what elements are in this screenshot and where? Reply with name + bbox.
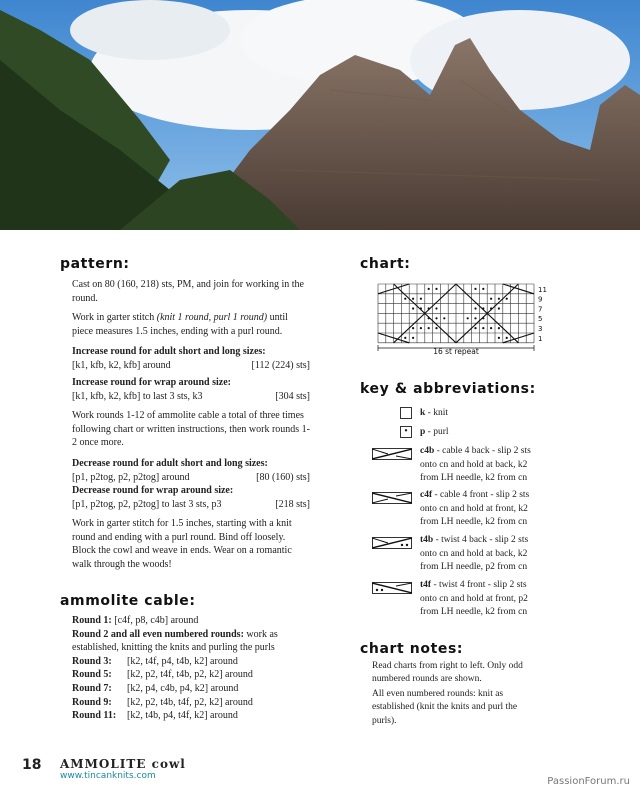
key-c4f-k: c4f — [420, 490, 433, 500]
key-purl — [400, 426, 449, 440]
round5-text: [k2, p2, t4f, t4b, p2, k2] around — [127, 669, 253, 681]
chart-row-number: 5 — [538, 315, 543, 324]
purl-dot — [474, 317, 476, 319]
key-c4f-d: - cable 4 front - slip 2 sts onto cn and hold at front, k2 from LH needle, k2 from cn — [420, 490, 530, 528]
purl-dot — [490, 298, 492, 300]
page-number: 18 — [22, 757, 42, 773]
key-t4f-d: - twist 4 front - slip 2 sts onto cn and hold at front, p2 from LH needle, k2 from cn — [420, 580, 528, 618]
key-knit-d: - knit — [425, 408, 448, 419]
decrease-wrap — [72, 484, 310, 511]
decrease-adult-right: [80 (160) sts] — [256, 471, 310, 483]
increase-wrap — [72, 376, 310, 403]
increase-adult — [72, 345, 310, 372]
round3-label: Round 3: — [72, 655, 112, 667]
purl-dot — [506, 337, 508, 339]
c4f-symbol-icon — [372, 492, 412, 504]
pattern-cast-on: Cast on 80 (160, 218) sts, PM, and join for working in the round. — [72, 279, 304, 304]
cable-rounds — [72, 614, 322, 723]
key-t4f-k: t4f — [420, 580, 432, 590]
purl-dot — [443, 317, 445, 319]
purl-dot — [482, 307, 484, 309]
purl-dot — [435, 288, 437, 290]
footer-url[interactable]: www.tincanknits.com — [60, 771, 156, 781]
round1-label: Round 1: — [72, 615, 112, 626]
round7-text: [k2, p4, c4b, p4, k2] around — [127, 682, 239, 694]
purl-dot — [428, 288, 430, 290]
pattern-garter-b: (knit 1 round, purl 1 round) — [156, 312, 268, 323]
hero-photo — [0, 0, 640, 230]
t4b-symbol-icon — [372, 537, 412, 549]
cable-heading: ammolite cable: — [60, 593, 196, 609]
key-heading: key & abbreviations: — [360, 381, 536, 397]
increase-adult-title: Increase round for adult short and long sizes: — [72, 346, 266, 357]
purl-dot — [490, 307, 492, 309]
knit-square-icon — [400, 407, 412, 419]
purl-dot-icon: • — [400, 426, 412, 438]
purl-dot — [412, 298, 414, 300]
key-purl-k: p — [420, 427, 426, 438]
pattern-finish: Work in garter stitch for 1.5 inches, starting with a knit round and ending with a purl round. Bind off loosely. Block the cowl and weave in ends. Wear on a romantic walk through the woods! — [72, 518, 292, 570]
purl-dot — [474, 288, 476, 290]
t4f-symbol-icon — [372, 582, 412, 594]
round3-text: [k2, t4f, p4, t4b, k2] around — [127, 655, 238, 667]
decrease-adult-title: Decrease round for adult short and long sizes: — [72, 458, 268, 469]
increase-adult-right: [112 (224) sts] — [251, 359, 310, 371]
purl-dot — [428, 317, 430, 319]
chart-row-number: 9 — [538, 295, 543, 304]
round2-text: work as established, knitting the knits and purling the purls — [72, 628, 278, 654]
increase-wrap-title: Increase round for wrap around size: — [72, 377, 231, 388]
pattern-repeat: Work rounds 1-12 of ammolite cable a total of three times following chart or written instructions, then work rounds 1-2 once more. — [72, 410, 311, 449]
notes-heading: chart notes: — [360, 641, 464, 657]
key-t4b — [372, 534, 544, 575]
key-c4b — [372, 445, 544, 486]
purl-dot — [498, 307, 500, 309]
increase-wrap-right: [304 sts] — [275, 390, 310, 402]
purl-dot — [435, 317, 437, 319]
purl-dot — [482, 327, 484, 329]
key-t4b-k: t4b — [420, 535, 434, 545]
purl-dot — [420, 327, 422, 329]
pattern-garter — [72, 311, 310, 338]
purl-dot — [474, 307, 476, 309]
purl-dot — [428, 327, 430, 329]
purl-dot — [420, 298, 422, 300]
decrease-adult — [72, 457, 310, 484]
purl-dot — [498, 337, 500, 339]
pattern-garter-a: Work in garter stitch — [72, 312, 157, 323]
purl-dot — [482, 288, 484, 290]
round7-label: Round 7: — [72, 682, 112, 694]
purl-dot — [498, 298, 500, 300]
purl-dot — [404, 298, 406, 300]
chart-row-number: 1 — [538, 334, 543, 343]
round2-label: Round 2 and all even numbered rounds: — [72, 628, 244, 640]
chart-note-1: Read charts from right to left. Only odd numbered rounds are shown. — [372, 661, 523, 685]
purl-dot — [467, 317, 469, 319]
knitting-chart — [372, 282, 552, 362]
key-c4f — [372, 489, 544, 530]
round11-text: [k2, t4b, p4, t4f, k2] around — [127, 710, 238, 722]
decrease-wrap-left: [p1, p2tog, p2, p2tog] to last 3 sts, p3 — [72, 498, 222, 510]
purl-dot — [428, 307, 430, 309]
key-t4f — [372, 579, 544, 620]
purl-dot — [474, 327, 476, 329]
decrease-adult-left: [p1, p2tog, p2, p2tog] around — [72, 471, 190, 483]
round9-label: Round 9: — [72, 696, 112, 708]
chart-row-number: 7 — [538, 305, 543, 314]
chart-heading: chart: — [360, 256, 411, 272]
chart-row-number: 3 — [538, 325, 543, 333]
watermark: PassionForum.ru — [547, 776, 630, 787]
chart-row-number: 11 — [538, 285, 547, 294]
key-t4b-d: - twist 4 back - slip 2 sts onto cn and hold at back, k2 from LH needle, p2 from cn — [420, 535, 529, 573]
footer-title: AMMOLITE cowl — [60, 757, 186, 771]
key-c4b-k: c4b — [420, 446, 435, 456]
purl-dot — [412, 327, 414, 329]
repeat-label: 16 st repeat — [433, 347, 479, 356]
pattern-heading: pattern: — [60, 256, 130, 272]
chart-note-2: All even numbered rounds: knit as established (knit the knits and purl the purls). — [372, 689, 518, 726]
purl-dot — [404, 337, 406, 339]
purl-dot — [435, 307, 437, 309]
purl-dot — [412, 337, 414, 339]
key-purl-d: - purl — [425, 427, 449, 438]
decrease-wrap-title: Decrease round for wrap around size: — [72, 485, 234, 496]
purl-dot — [482, 317, 484, 319]
round11-label: Round 11: — [72, 710, 117, 722]
pattern-garter-c: until piece measures 1.5 inches, ending with a purl round. — [72, 312, 288, 337]
purl-dot — [420, 307, 422, 309]
round9-text: [k2, p2, t4b, t4f, p2, k2] around — [127, 696, 253, 708]
round5-label: Round 5: — [72, 669, 112, 681]
key-knit — [400, 407, 448, 421]
increase-adult-left: [k1, kfb, k2, kfb] around — [72, 359, 171, 371]
purl-dot — [435, 327, 437, 329]
increase-wrap-left: [k1, kfb, k2, kfb] to last 3 sts, k3 — [72, 390, 203, 402]
purl-dot — [498, 327, 500, 329]
c4b-symbol-icon — [372, 448, 412, 460]
round1-text: [c4f, p8, c4b] around — [114, 615, 199, 626]
purl-dot — [490, 327, 492, 329]
purl-dot — [412, 307, 414, 309]
key-c4b-d: - cable 4 back - slip 2 sts onto cn and hold at back, k2 from LH needle, k2 from cn — [420, 446, 531, 484]
purl-dot — [506, 298, 508, 300]
decrease-wrap-right: [218 sts] — [275, 498, 310, 510]
key-knit-k: k — [420, 408, 426, 419]
